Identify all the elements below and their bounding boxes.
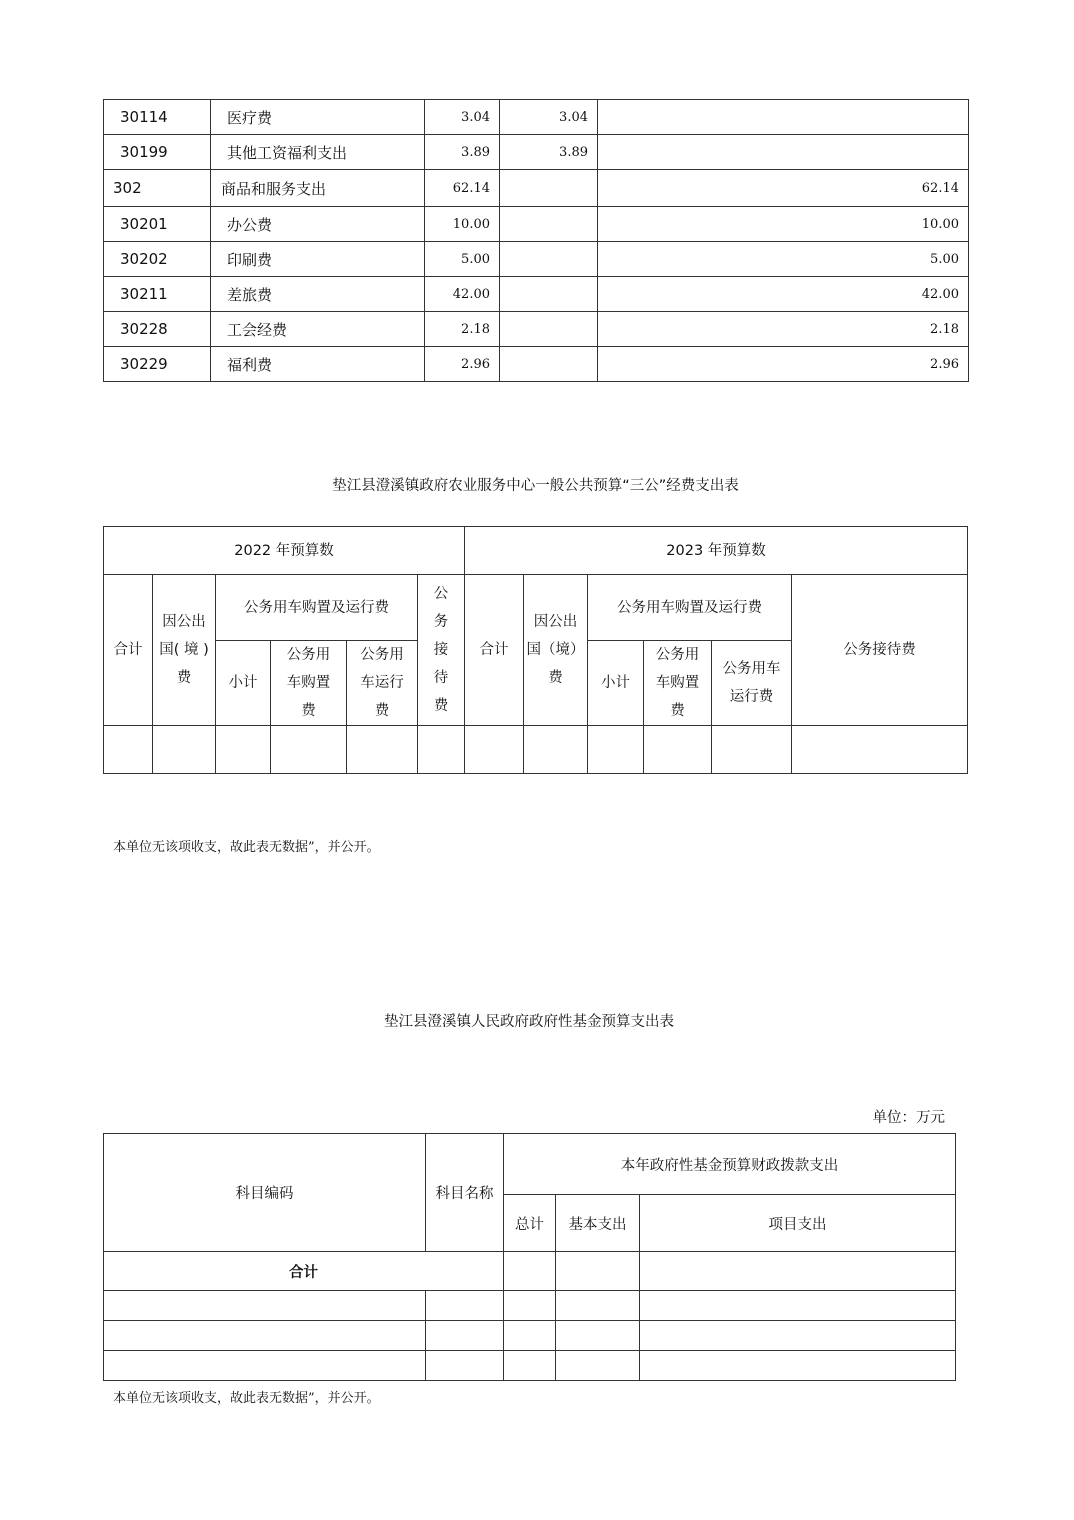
cell-code: 30201 bbox=[104, 207, 211, 242]
purchase-2022: 公务用 车购置 费 bbox=[271, 641, 347, 726]
cell-total: 2.96 bbox=[425, 347, 500, 382]
cell-total: 2.18 bbox=[425, 312, 500, 347]
fund-empty-row bbox=[104, 1351, 956, 1381]
col-name: 科目名称 bbox=[426, 1134, 504, 1252]
vehicle-2023: 公务用车购置及运行费 bbox=[588, 575, 792, 641]
col-total: 总计 bbox=[504, 1195, 556, 1252]
cell-name: 商品和服务支出 bbox=[211, 170, 425, 207]
cell-project bbox=[598, 100, 969, 135]
heji-2022: 合计 bbox=[104, 575, 153, 726]
fund-table bbox=[103, 1133, 956, 1381]
cell-code: 30229 bbox=[104, 347, 211, 382]
sangong-table bbox=[103, 526, 968, 774]
expense-table bbox=[103, 99, 969, 382]
cell-code: 302 bbox=[104, 170, 211, 207]
cell-project: 62.14 bbox=[598, 170, 969, 207]
fund-unit: 单位：万元 bbox=[872, 1110, 945, 1126]
abroad-2022: 因公出 国( 境 ) 费 bbox=[153, 575, 216, 726]
xiaoji-2022: 小计 bbox=[216, 641, 271, 726]
cell-name: 工会经费 bbox=[211, 312, 425, 347]
expense-row bbox=[104, 312, 969, 347]
sangong-empty-row bbox=[104, 726, 968, 774]
cell-total: 5.00 bbox=[425, 242, 500, 277]
cell-basic bbox=[500, 312, 598, 347]
cell-basic: 3.89 bbox=[500, 135, 598, 170]
cell-code: 30211 bbox=[104, 277, 211, 312]
cell-name: 办公费 bbox=[211, 207, 425, 242]
cell-code: 30202 bbox=[104, 242, 211, 277]
cell-name: 其他工资福利支出 bbox=[211, 135, 425, 170]
vehicle-2022: 公务用车购置及运行费 bbox=[216, 575, 418, 641]
abroad-2023: 因公出 国（境） 费 bbox=[524, 575, 588, 726]
cell-project: 10.00 bbox=[598, 207, 969, 242]
cell-total: 3.89 bbox=[425, 135, 500, 170]
expense-row bbox=[104, 347, 969, 382]
col-basic: 基本支出 bbox=[556, 1195, 640, 1252]
cell-project: 5.00 bbox=[598, 242, 969, 277]
cell-name: 印刷费 bbox=[211, 242, 425, 277]
sangong-note: 本单位无该项收支，故此表无数据”，并公开。 bbox=[113, 840, 380, 855]
cell-basic bbox=[500, 277, 598, 312]
xiaoji-2023: 小计 bbox=[588, 641, 644, 726]
reception-2022: 公 务 接 待 费 bbox=[418, 575, 465, 726]
cell-total: 3.04 bbox=[425, 100, 500, 135]
reception-2023: 公务接待费 bbox=[792, 575, 968, 726]
fund-empty-row bbox=[104, 1291, 956, 1321]
cell-code: 30114 bbox=[104, 100, 211, 135]
cell-total: 62.14 bbox=[425, 170, 500, 207]
col-group: 本年政府性基金预算财政拨款支出 bbox=[504, 1134, 956, 1195]
cell-project: 42.00 bbox=[598, 277, 969, 312]
cell-total: 42.00 bbox=[425, 277, 500, 312]
cell-basic bbox=[500, 242, 598, 277]
cell-basic: 3.04 bbox=[500, 100, 598, 135]
cell-basic bbox=[500, 170, 598, 207]
cell-basic bbox=[500, 347, 598, 382]
year-2023-header: 2023 年预算数 bbox=[465, 527, 968, 575]
col-code: 科目编码 bbox=[104, 1134, 426, 1252]
cell-name: 医疗费 bbox=[211, 100, 425, 135]
cell-name: 差旅费 bbox=[211, 277, 425, 312]
cell-basic bbox=[500, 207, 598, 242]
cell-total: 10.00 bbox=[425, 207, 500, 242]
cell-project: 2.18 bbox=[598, 312, 969, 347]
fund-empty-row bbox=[104, 1321, 956, 1351]
operation-2023: 公务用车 运行费 bbox=[712, 641, 792, 726]
col-project: 项目支出 bbox=[640, 1195, 956, 1252]
fund-heji: 合计 bbox=[104, 1252, 504, 1291]
sangong-title: 垫江县澄溪镇政府农业服务中心一般公共预算“三公”经费支出表 bbox=[332, 478, 739, 494]
cell-code: 30199 bbox=[104, 135, 211, 170]
fund-note: 本单位无该项收支，故此表无数据”，并公开。 bbox=[113, 1391, 380, 1406]
expense-row bbox=[104, 242, 969, 277]
purchase-2023: 公务用 车购置 费 bbox=[644, 641, 712, 726]
year-2022-header: 2022 年预算数 bbox=[104, 527, 465, 575]
cell-name: 福利费 bbox=[211, 347, 425, 382]
heji-2023: 合计 bbox=[465, 575, 524, 726]
cell-project bbox=[598, 135, 969, 170]
cell-code: 30228 bbox=[104, 312, 211, 347]
expense-row bbox=[104, 100, 969, 135]
expense-row bbox=[104, 277, 969, 312]
expense-row bbox=[104, 207, 969, 242]
operation-2022: 公务用 车运行 费 bbox=[347, 641, 418, 726]
cell-project: 2.96 bbox=[598, 347, 969, 382]
fund-title: 垫江县澄溪镇人民政府政府性基金预算支出表 bbox=[384, 1014, 674, 1030]
expense-row bbox=[104, 135, 969, 170]
expense-row bbox=[104, 170, 969, 207]
